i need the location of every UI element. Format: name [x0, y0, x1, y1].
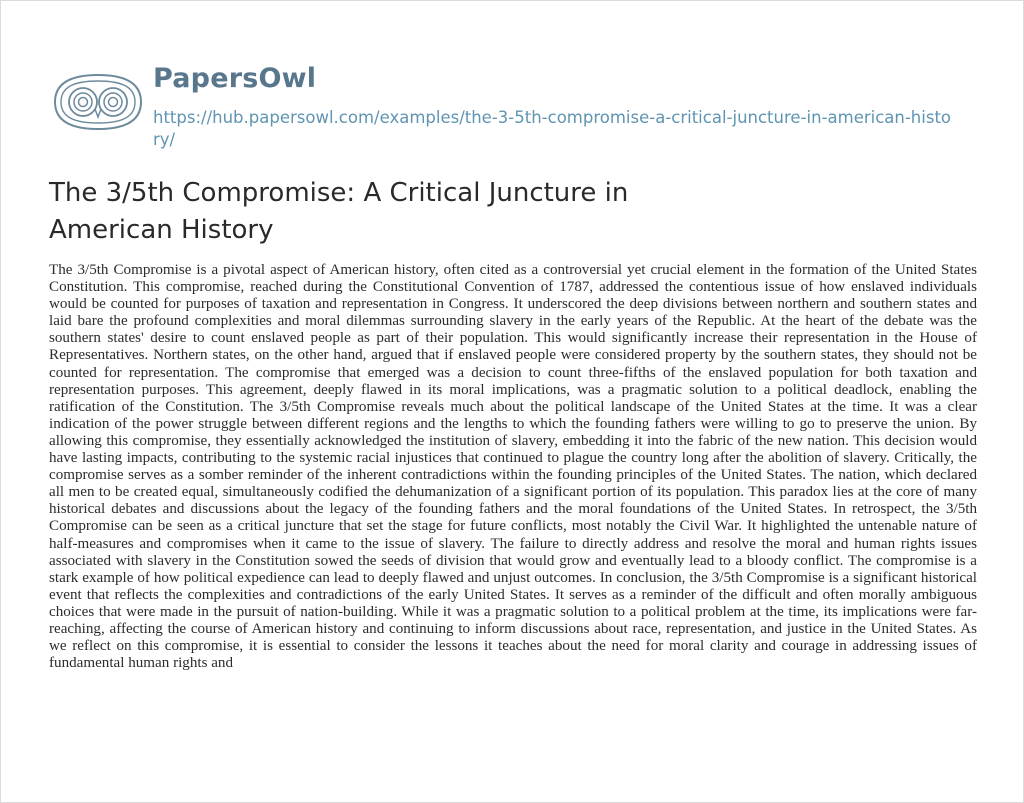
document-title: The 3/5th Compromise: A Critical Juncture in American History [49, 178, 629, 245]
owl-logo-icon [49, 71, 147, 133]
source-url-link[interactable]: https://hub.papersowl.com/examples/the-3-5th-compromise-a-critical-juncture-in-american-history/ [153, 108, 952, 149]
brand-name[interactable]: PapersOwl [153, 63, 317, 94]
document-body: The 3/5th Compromise is a pivotal aspect of American history, often cited as a controversial yet crucial element in the formation of the United States Constitution. This compromise, reached during the Constitutional Convention of 1787, addressed the contentious issue of how enslaved individuals would be counted for purposes of taxation and representation in Congress. It underscored the deep divisions between northern and southern states and laid bare the profound complexities and moral dilemmas surrounding slavery in the early years of the Republic. At the heart of the debate was the southern states' desire to count enslaved people as part of their population. This would significantly increase their representation in the House of Representatives. Northern states, on the other hand, argued that if enslaved people were considered property by the southern states, they should not be counted for representation. The compromise that emerged was a decision to count three-fifths of the enslaved population for both taxation and representation purposes. This agreement, deeply flawed in its moral implications, was a pragmatic solution to a political deadlock, enabling the ratification of the Constitution. The 3/5th Compromise reveals much about the political landscape of the United States at the time. It was a clear indication of the power struggle between different regions and the lengths to which the founding fathers were willing to go to preserve the union. By allowing this compromise, they essentially acknowledged the institution of slavery, embedding it into the fabric of the new nation. This decision would have lasting impacts, contributing to the systemic racial injustices that continued to plague the country long after the abolition of slavery. Critically, the compromise serves as a somber reminder of the inherent contradictions within the founding principles of the United States. The nation, which declared all men to be created equal, simultaneously codified the dehumanization of a significant portion of its population. This paradox lies at the core of many historical debates and discussions about the legacy of the founding fathers and the moral foundations of the United States. In retrospect, the 3/5th Compromise can be seen as a critical juncture that set the stage for future conflicts, most notably the Civil War. It highlighted the untenable nature of half-measures and compromises when it came to the issue of slavery. The failure to directly address and resolve the moral and human rights issues associated with slavery in the Constitution sowed the seeds of division that would grow and eventually lead to a bloody conflict. The compromise is a stark example of how political expedience can lead to deeply flawed and unjust outcomes. In conclusion, the 3/5th Compromise is a significant historical event that reflects the complexities and contradictions of the early United States. It serves as a reminder of the difficult and often morally ambiguous choices that were made in the pursuit of nation-building. While it was a pragmatic solution to a political problem at the time, its implications were far-reaching, affecting the course of American history and continuing to inform discussions about race, representation, and justice in the United States. As we reflect on this compromise, it is essential to consider the lessons it teaches about the need for moral clarity and courage in addressing issues of fundamental human rights and [49, 262, 977, 672]
